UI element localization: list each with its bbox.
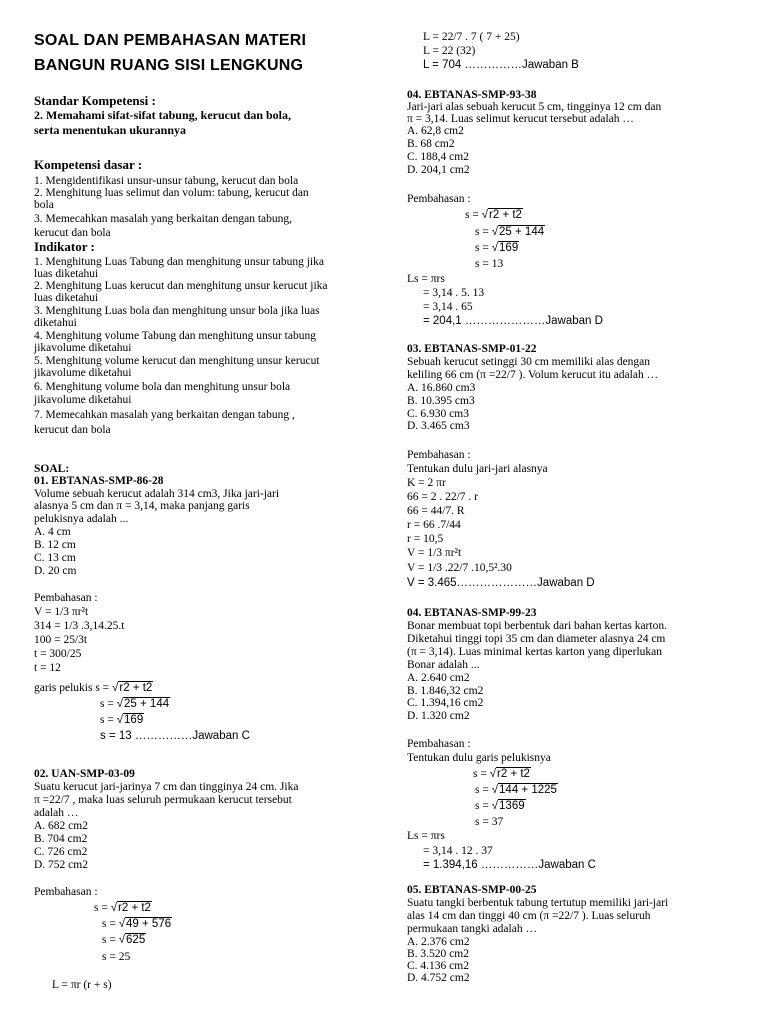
question-2-pembahasan: Pembahasan :: [34, 886, 98, 898]
solution-line: s = 25: [102, 951, 131, 963]
indikator-item: jikavolume diketahui: [34, 342, 132, 354]
question-4a-heading: 04. EBTANAS-SMP-93-38: [407, 89, 537, 101]
solution-line: L = 22 (32): [423, 45, 476, 57]
answer-line: = 204,1 …………………Jawaban D: [423, 315, 603, 327]
question-1-text: alasnya 5 cm dan π = 3,14, maka panjang garis: [34, 500, 250, 512]
indikator-item: 4. Menghitung volume Tabung dan menghitung unsur tabung: [34, 330, 316, 342]
solution-line: [475, 242, 519, 255]
solution-label: s =: [475, 242, 492, 254]
solution-line: s = 37: [475, 816, 504, 828]
question-4b-option: C. 1.394,16 cm2: [407, 697, 484, 709]
question-4b-text: Diketahui tinggi topi 35 cm dan diameter alasnya 24 cm: [407, 633, 666, 645]
indikator-heading: Indikator :: [34, 239, 95, 254]
question-3-option: B. 10.395 cm3: [407, 395, 475, 407]
solution-line: L = 22/7 . 7 ( 7 + 25): [423, 31, 520, 43]
solution-line: V = 1/3 .22/7 .10,5².30: [407, 562, 512, 574]
solution-line: Ls = πrs: [407, 830, 445, 842]
question-5-option: B. 3.520 cm2: [407, 948, 469, 960]
question-3-option: D. 3.465 cm3: [407, 420, 470, 432]
indikator-item: luas diketahui: [34, 292, 99, 304]
solution-line: [100, 698, 170, 711]
solution-line: [475, 800, 526, 813]
question-3-text: Sebuah kerucut setinggi 30 cm memiliki alas dengan: [407, 356, 651, 368]
solution-line: t = 12: [34, 662, 61, 674]
solution-label: garis pelukis s =: [34, 682, 113, 694]
radical-content: 1369: [499, 800, 525, 812]
solution-line: = 3,14 . 65: [423, 301, 473, 313]
solution-line: = 3,14 . 5. 13: [423, 287, 485, 299]
question-4a-option: C. 188,4 cm2: [407, 151, 469, 163]
solution-label: s =: [475, 784, 492, 796]
indikator-item: diketahui: [34, 317, 77, 329]
solution-line: [475, 784, 558, 797]
solution-line: = 3,14 . 12 . 37: [423, 845, 493, 857]
solution-line: [465, 209, 523, 222]
radical-content: r2 + t2: [497, 768, 530, 780]
solution-line: r = 10,5: [407, 533, 444, 545]
kd-item: kerucut dan bola: [34, 227, 111, 239]
radical-content: 144 + 1225: [499, 784, 557, 796]
question-4b-pembahasan: Pembahasan :: [407, 738, 471, 750]
solution-line: Ls = πrs: [407, 273, 445, 285]
indikator-item: 7. Memecahkan masalah yang berkaitan dengan tabung ,: [34, 409, 295, 421]
indikator-item: kerucut dan bola: [34, 424, 111, 436]
question-2-option: B. 704 cm2: [34, 833, 88, 845]
question-2-option: C. 726 cm2: [34, 846, 88, 858]
question-2-text: Suatu kerucut jari-jarinya 7 cm dan tingginya 24 cm. Jika: [34, 781, 299, 793]
solution-line: 100 = 25/3t: [34, 634, 88, 646]
answer-line: s = 13 ……………Jawaban C: [100, 730, 250, 742]
solution-line: [102, 918, 172, 931]
question-3-heading: 03. EBTANAS-SMP-01-22: [407, 343, 537, 355]
solution-line: t = 300/25: [34, 648, 82, 660]
question-4a-pembahasan: Pembahasan :: [407, 193, 471, 205]
radical-content: 625: [126, 934, 146, 946]
question-4a-option: A. 62,8 cm2: [407, 125, 464, 137]
kd-item: bola: [34, 199, 54, 211]
question-1-option: B. 12 cm: [34, 539, 76, 551]
radical-content: r2 + t2: [489, 209, 522, 221]
question-3-option: C. 6.930 cm3: [407, 408, 469, 420]
radical-content: 25 + 144: [124, 698, 170, 710]
solution-line: K = 2 πr: [407, 477, 446, 489]
indikator-item: 3. Menghitung Luas bola dan menghitung unsur bola jika luas: [34, 305, 320, 317]
answer-line: L = 704 ……………Jawaban B: [423, 59, 579, 71]
solution-line: L = πr (r + s): [52, 979, 112, 991]
indikator-item: 5. Menghitung volume kerucut dan menghitung unsur kerucut: [34, 355, 320, 367]
soal-heading: SOAL:: [34, 463, 70, 475]
question-1-text: pelukisnya adalah ...: [34, 513, 129, 525]
question-3-pembahasan: Pembahasan :: [407, 449, 471, 461]
question-4b-option: D. 1.320 cm2: [407, 710, 470, 722]
question-5-text: Suatu tangki berbentuk tabung tertutup memiliki jari-jari: [407, 897, 669, 909]
question-4b-text: Bonar adalah ...: [407, 659, 480, 671]
solution-line: 66 = 2 . 22/7 . r: [407, 491, 479, 503]
question-1-option: A. 4 cm: [34, 526, 71, 538]
indikator-item: luas diketahui: [34, 268, 99, 280]
question-1-heading: 01. EBTANAS-SMP-86-28: [34, 475, 164, 487]
question-4b-option: A. 2.640 cm2: [407, 672, 470, 684]
radical-content: 169: [499, 242, 519, 254]
question-5-text: permukaan tangki adalah …: [407, 923, 537, 935]
solution-line: Tentukan dulu garis pelukisnya: [407, 752, 551, 764]
solution-label: s =: [102, 918, 119, 930]
solution-line: [100, 714, 144, 727]
question-1-text: Volume sebuah kerucut adalah 314 cm3, Jika jari-jari: [34, 488, 280, 500]
question-4b-text: (π = 3,14). Luas minimal kertas karton yang diperlukan: [407, 646, 663, 658]
question-4a-text: Jari-jari alas sebuah kerucut 5 cm, tingginya 12 cm dan: [407, 101, 662, 113]
question-4b-text: Bonar membuat topi berbentuk dari bahan kertas karton.: [407, 620, 667, 632]
question-5-option: C. 4.136 cm2: [407, 960, 469, 972]
kd-item: 3. Memecahkan masalah yang berkaitan dengan tabung,: [34, 213, 293, 225]
radical-content: 169: [124, 714, 144, 726]
question-1-pembahasan: Pembahasan :: [34, 592, 98, 604]
title-line-1: SOAL DAN PEMBAHASAN MATERI: [34, 32, 307, 49]
radical-content: r2 + t2: [118, 902, 151, 914]
indikator-item: 1. Menghitung Luas Tabung dan menghitung unsur tabung jika: [34, 256, 324, 268]
solution-line: V = 1/3 πr²t: [34, 606, 89, 618]
indikator-item: 6. Menghitung volume bola dan menghitung unsur bola: [34, 381, 291, 393]
kd-item: 1. Mengidentifikasi unsur-unsur tabung, kerucut dan bola: [34, 175, 299, 187]
question-5-text: alas 14 cm dan tinggi 40 cm (π =22/7 ). Luas seluruh: [407, 910, 651, 922]
solution-line: [34, 682, 153, 695]
question-4a-option: D. 204,1 cm2: [407, 164, 470, 176]
question-2-option: D. 752 cm2: [34, 859, 88, 871]
question-4a-text: π = 3,14. Luas selimut kerucut tersebut adalah …: [407, 113, 634, 125]
indikator-item: 2. Menghitung Luas kerucut dan menghitung unsur kerucut jika: [34, 280, 328, 292]
solution-line: [94, 902, 152, 915]
question-1-option: C. 13 cm: [34, 552, 76, 564]
question-5-option: A. 2.376 cm2: [407, 936, 470, 948]
solution-line: r = 66 .7/44: [407, 519, 461, 531]
sk-line-1: 2. Memahami sifat-sifat tabung, kerucut dan bola,: [34, 108, 292, 122]
question-4a-option: B. 68 cm2: [407, 138, 455, 150]
solution-line: 66 = 44/7. R: [407, 505, 465, 517]
solution-label: s =: [473, 768, 490, 780]
solution-line: [473, 768, 531, 781]
solution-label: s =: [100, 714, 117, 726]
question-2-text: π =22/7 , maka luas seluruh permukaan kerucut tersebut: [34, 794, 292, 806]
radical-content: r2 + t2: [119, 682, 153, 694]
solution-line: [475, 226, 545, 239]
sk-line-2: serta menentukan ukurannya: [34, 123, 187, 137]
answer-line: V = 3.465…………………Jawaban D: [407, 577, 595, 589]
question-2-heading: 02. UAN-SMP-03-09: [34, 768, 135, 780]
question-3-text: keliling 66 cm (π =22/7 ). Volum kerucut itu adalah …: [407, 369, 659, 381]
sk-heading: Standar Kompetensi :: [34, 93, 156, 108]
indikator-item: jikavolume diketahui: [34, 394, 132, 406]
question-2-option: A. 682 cm2: [34, 820, 88, 832]
solution-label: s =: [102, 934, 119, 946]
solution-line: [102, 934, 146, 947]
title-line-2: BANGUN RUANG SISI LENGKUNG: [34, 57, 304, 74]
solution-line: 314 = 1/3 .3,14.25.t: [34, 620, 125, 632]
solution-label: s =: [465, 209, 482, 221]
question-4b-option: B. 1.846,32 cm2: [407, 685, 484, 697]
question-1-option: D. 20 cm: [34, 565, 77, 577]
answer-line: = 1.394,16 ……………Jawaban C: [423, 859, 596, 871]
solution-label: s =: [94, 902, 111, 914]
solution-line: V = 1/3 πr²t: [407, 547, 462, 559]
question-5-option: D. 4.752 cm2: [407, 972, 470, 984]
solution-line: Tentukan dulu jari-jari alasnya: [407, 463, 548, 475]
solution-line: s = 13: [475, 258, 504, 270]
question-5-heading: 05. EBTANAS-SMP-00-25: [407, 884, 537, 896]
question-3-option: A. 16.860 cm3: [407, 382, 476, 394]
solution-label: s =: [100, 698, 117, 710]
kd-item: 2. Menghitung luas selimut dan volum: tabung, kerucut dan: [34, 187, 309, 199]
question-2-text: adalah …: [34, 807, 79, 819]
radical-content: 25 + 144: [499, 226, 545, 238]
kd-heading: Kompetensi dasar :: [34, 157, 143, 172]
indikator-item: jikavolume diketahui: [34, 367, 132, 379]
solution-label: s =: [475, 800, 492, 812]
question-4b-heading: 04. EBTANAS-SMP-99-23: [407, 607, 537, 619]
solution-label: s =: [475, 226, 492, 238]
radical-content: 49 + 576: [126, 918, 172, 930]
